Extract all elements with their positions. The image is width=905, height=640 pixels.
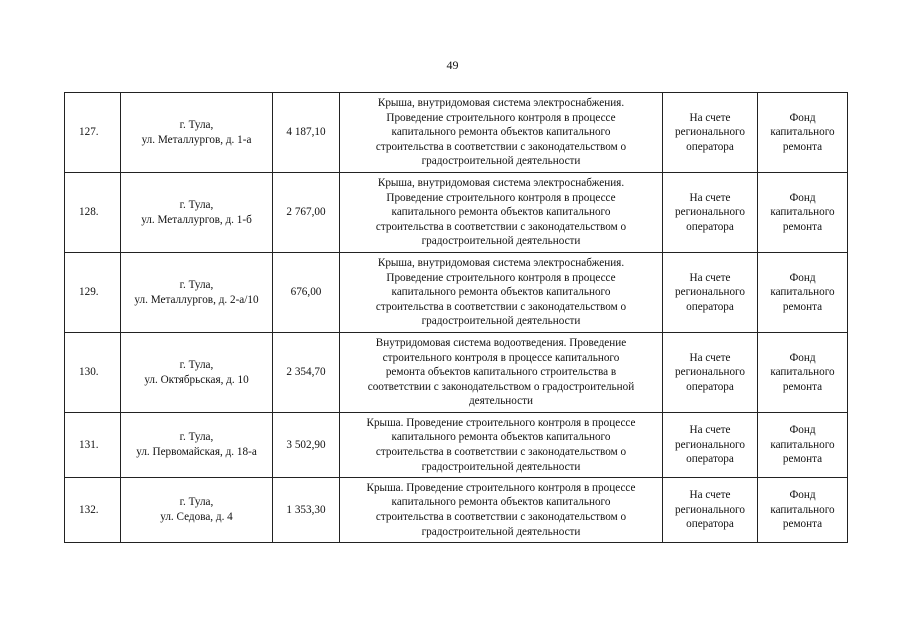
work-description-cell xyxy=(340,173,663,253)
source-line: капитального xyxy=(770,126,835,139)
row-number: 129. xyxy=(65,253,121,333)
payment-line: На счете xyxy=(689,351,731,364)
payment-line: регионального xyxy=(675,503,745,516)
payment-line: оператора xyxy=(686,453,734,466)
work-line: деятельности xyxy=(468,395,534,408)
works-table xyxy=(64,92,848,543)
source-line: капитального xyxy=(770,503,835,516)
source-line: ремонта xyxy=(782,453,823,466)
work-line: Крыша, внутридомовая система электроснабжения. xyxy=(377,257,625,270)
address-city: г. Тула, xyxy=(179,358,214,371)
payment-account-cell xyxy=(663,413,758,478)
source-line: ремонта xyxy=(782,140,823,153)
work-description-cell xyxy=(340,413,663,478)
source-line: ремонта xyxy=(782,220,823,233)
row-number: 128. xyxy=(65,173,121,253)
amount-cell: 2 767,00 xyxy=(273,173,340,253)
source-line: ремонта xyxy=(782,380,823,393)
source-line: капитального xyxy=(770,206,835,219)
work-line: соответствии с законодательством о градостроительной xyxy=(367,380,635,393)
work-line: Проведение строительного контроля в процессе xyxy=(386,111,616,124)
source-line: капитального xyxy=(770,286,835,299)
row-number: 127. xyxy=(65,93,121,173)
work-line: Крыша. Проведение строительного контроля в процессе xyxy=(366,416,636,429)
amount-cell: 2 354,70 xyxy=(273,333,340,413)
work-description-cell xyxy=(340,478,663,543)
source-line: Фонд xyxy=(789,489,816,502)
work-line: Крыша, внутридомовая система электроснабжения. xyxy=(377,177,625,190)
work-line: Крыша. Проведение строительного контроля в процессе xyxy=(366,481,636,494)
payment-account-cell xyxy=(663,93,758,173)
work-line: строительства в соответствии с законодательством о xyxy=(375,220,627,233)
payment-line: На счете xyxy=(689,489,731,502)
payment-line: оператора xyxy=(686,140,734,153)
address-city: г. Тула, xyxy=(179,278,214,291)
work-line: градостроительной деятельности xyxy=(421,155,581,168)
work-line: градостроительной деятельности xyxy=(421,315,581,328)
address-cell xyxy=(121,413,273,478)
address-cell xyxy=(121,173,273,253)
source-line: Фонд xyxy=(789,351,816,364)
payment-line: оператора xyxy=(686,220,734,233)
address-street: ул. Металлургов, д. 1-б xyxy=(141,213,252,226)
address-street: ул. Металлургов, д. 1-а xyxy=(141,133,252,146)
work-line: капитального ремонта объектов капитального xyxy=(391,286,611,299)
address-street: ул. Первомайская, д. 18-а xyxy=(136,446,257,458)
work-description-cell xyxy=(340,93,663,173)
address-street: ул. Металлургов, д. 2-а/10 xyxy=(134,293,259,306)
work-line: капитального ремонта объектов капитального xyxy=(391,206,611,219)
work-line: ремонта объектов капитального строительства в xyxy=(385,366,617,379)
payment-account-cell xyxy=(663,173,758,253)
work-line: градостроительной деятельности xyxy=(421,525,581,538)
funding-source-cell xyxy=(758,93,848,173)
table-row xyxy=(65,93,848,173)
table-row xyxy=(65,413,848,478)
work-line: строительства в соответствии с законодательством о xyxy=(375,300,627,313)
row-number: 130. xyxy=(65,333,121,413)
amount-cell: 1 353,30 xyxy=(273,478,340,543)
payment-account-cell xyxy=(663,333,758,413)
table-row xyxy=(65,173,848,253)
work-line: Внутридомовая система водоотведения. Проведение xyxy=(375,337,627,350)
source-line: ремонта xyxy=(782,300,823,313)
address-cell xyxy=(121,93,273,173)
table-row xyxy=(65,333,848,413)
funding-source-cell xyxy=(758,478,848,543)
payment-line: регионального xyxy=(675,126,745,139)
work-line: градостроительной деятельности xyxy=(421,460,581,473)
row-number: 131. xyxy=(65,413,121,478)
payment-line: регионального xyxy=(675,438,745,451)
payment-line: На счете xyxy=(689,424,731,437)
work-line: строительства в соответствии с законодательством о xyxy=(375,140,627,153)
payment-line: На счете xyxy=(689,271,731,284)
address-cell xyxy=(121,478,273,543)
payment-line: регионального xyxy=(675,206,745,219)
work-description-cell xyxy=(340,333,663,413)
work-line: строительного контроля в процессе капитального xyxy=(382,351,620,364)
payment-line: На счете xyxy=(689,111,731,124)
address-street: ул. Седова, д. 4 xyxy=(160,511,233,523)
funding-source-cell xyxy=(758,253,848,333)
work-line: Крыша, внутридомовая система электроснабжения. xyxy=(377,97,625,110)
table-row xyxy=(65,478,848,543)
amount-cell: 4 187,10 xyxy=(273,93,340,173)
work-description-cell xyxy=(340,253,663,333)
address-city: г. Тула, xyxy=(179,496,214,509)
funding-source-cell xyxy=(758,413,848,478)
source-line: ремонта xyxy=(782,518,823,531)
source-line: капитального xyxy=(770,438,835,451)
payment-line: На счете xyxy=(689,191,731,204)
payment-line: оператора xyxy=(686,380,734,393)
amount-cell: 676,00 xyxy=(273,253,340,333)
payment-line: оператора xyxy=(686,518,734,531)
work-line: Проведение строительного контроля в процессе xyxy=(386,271,616,284)
address-city: г. Тула, xyxy=(179,118,214,131)
work-line: капитального ремонта объектов капитального xyxy=(391,431,611,444)
work-line: строительства в соответствии с законодательством о xyxy=(375,511,627,523)
source-line: Фонд xyxy=(789,271,816,284)
source-line: Фонд xyxy=(789,191,816,204)
address-city: г. Тула, xyxy=(179,198,214,211)
payment-line: регионального xyxy=(675,286,745,299)
table-row xyxy=(65,253,848,333)
work-line: строительства в соответствии с законодательством о xyxy=(375,446,627,458)
funding-source-cell xyxy=(758,333,848,413)
source-line: капитального xyxy=(770,366,835,379)
payment-line: регионального xyxy=(675,366,745,379)
work-line: Проведение строительного контроля в процессе xyxy=(386,191,616,204)
address-cell xyxy=(121,253,273,333)
amount-cell: 3 502,90 xyxy=(273,413,340,478)
work-line: градостроительной деятельности xyxy=(421,235,581,248)
work-line: капитального ремонта объектов капитального xyxy=(391,126,611,139)
payment-account-cell xyxy=(663,478,758,543)
page-number: 49 xyxy=(446,58,459,72)
source-line: Фонд xyxy=(789,111,816,124)
address-cell xyxy=(121,333,273,413)
payment-account-cell xyxy=(663,253,758,333)
work-line: капитального ремонта объектов капитального xyxy=(391,496,611,509)
payment-line: оператора xyxy=(686,300,734,313)
source-line: Фонд xyxy=(789,424,816,437)
row-number: 132. xyxy=(65,478,121,543)
address-city: г. Тула, xyxy=(179,431,214,444)
address-street: ул. Октябрьская, д. 10 xyxy=(144,373,249,386)
funding-source-cell xyxy=(758,173,848,253)
